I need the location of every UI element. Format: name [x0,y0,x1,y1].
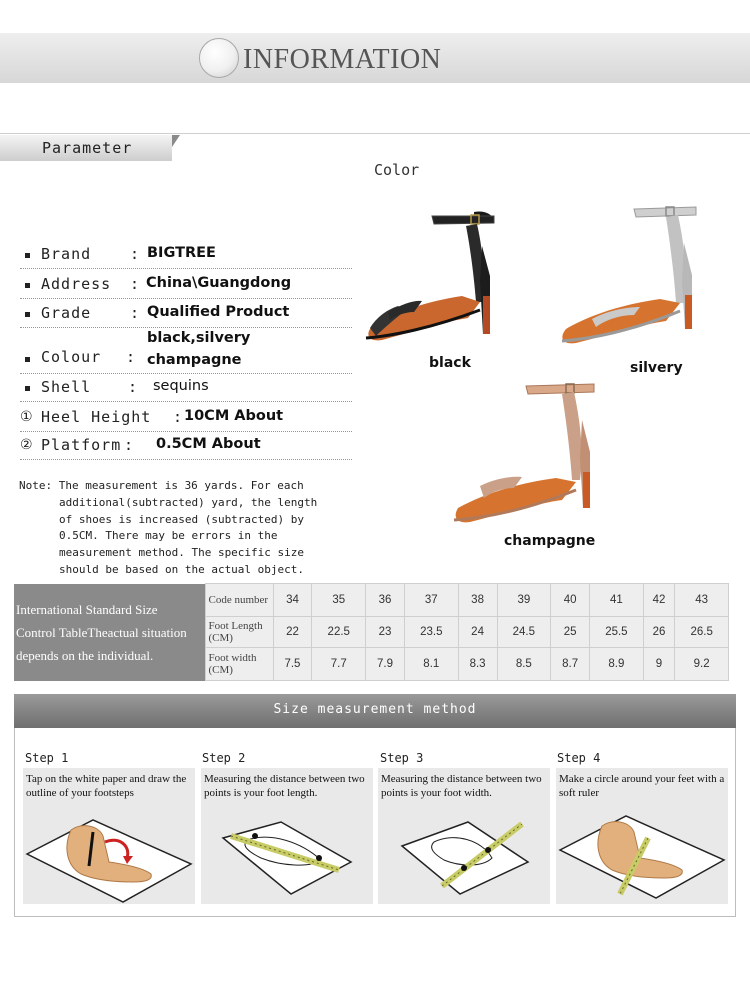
param-key: Address [41,275,112,293]
size-table-heading [14,584,205,681]
width-cell: 8.7 [551,648,590,681]
step-3-panel [378,768,550,904]
color-label: Color [374,161,420,179]
measurement-title: Size measurement method [273,702,477,717]
information-circle-icon [199,38,239,78]
code-cell: 34 [273,584,312,617]
param-value-line2: champagne [147,352,242,368]
foot-length-label: Foot Length (CM) [205,617,273,648]
bullet-icon [25,386,30,391]
length-cell: 26.5 [675,617,729,648]
code-cell: 39 [497,584,551,617]
code-cell: 35 [312,584,366,617]
param-row-heel-height [20,404,352,432]
foot-width-label: Foot width (CM) [205,648,273,681]
size-table-heading-line: Control TableTheactual situation [16,624,187,640]
length-cell: 23 [366,617,405,648]
param-key: Brand [41,245,92,263]
width-cell: 8.9 [590,648,644,681]
step-2-text: Measuring the distance between two points is your foot length. [204,773,365,799]
measurement-note [19,478,349,579]
param-row-address [20,271,352,299]
param-sep: : [124,436,135,454]
code-cell: 41 [590,584,644,617]
step-4-text: Make a circle around your feet with a soft ruler [559,773,725,799]
parameter-tab-corner [172,135,180,147]
width-cell: 9.2 [675,648,729,681]
param-sep: : [130,245,141,263]
param-value: 10CM About [184,408,284,424]
code-cell: 43 [675,584,729,617]
param-row-shell [20,374,352,402]
param-key: Platform [41,436,122,454]
step-4-panel [556,768,728,904]
bullet-icon [25,283,30,288]
step-4-label: Step 4 [557,751,601,765]
code-cell: 42 [643,584,675,617]
shoe-champagne-label: champagne [504,533,596,549]
note-line: measurement method. The specific size [59,546,305,560]
step-1-panel [23,768,195,904]
length-cell: 24 [458,617,497,648]
shoe-silvery-label: silvery [630,360,683,376]
param-row-platform [20,432,352,460]
length-cell: 23.5 [405,617,459,648]
param-sep: : [130,275,141,293]
divider [0,133,750,134]
foot-width-illustration [378,802,550,904]
bullet-icon [25,253,30,258]
number-2-icon: ② [20,437,33,453]
width-cell: 7.5 [273,648,312,681]
length-cell: 25 [551,617,590,648]
length-cell: 22 [273,617,312,648]
step-2-label: Step 2 [202,751,246,765]
param-value: Qualified Product [147,304,290,320]
length-cell: 25.5 [590,617,644,648]
code-number-label: Code number [205,584,273,617]
size-table-heading-line: depends on the individual. [16,647,154,663]
param-sep: : [173,408,184,426]
width-cell: 8.3 [458,648,497,681]
param-sep: : [126,348,137,366]
param-row-grade [20,300,352,328]
param-value: BIGTREE [147,245,216,261]
param-key: Heel Height [41,408,152,426]
parameter-label: Parameter [42,139,133,157]
number-1-icon: ① [20,409,33,425]
step-1-text: Tap on the white paper and draw the outline of your footsteps [26,773,187,799]
note-line: should be based on the actual object. [59,562,305,576]
note-line: of shoes is increased (subtracted) by [59,512,305,526]
width-cell: 9 [643,648,675,681]
length-cell: 24.5 [497,617,551,648]
foot-length-illustration [201,802,373,904]
trace-foot-illustration [23,802,195,904]
width-cell: 8.5 [497,648,551,681]
note-line: 0.5CM. There may be errors in the [59,529,278,543]
width-cell: 8.1 [405,648,459,681]
step-1-label: Step 1 [25,751,69,765]
width-cell: 7.9 [366,648,405,681]
length-cell: 26 [643,617,675,648]
param-sep: : [128,378,139,396]
code-cell: 38 [458,584,497,617]
code-cell: 36 [366,584,405,617]
information-title: INFORMATION [243,44,442,75]
param-value: sequins [153,378,209,394]
code-cell: 37 [405,584,459,617]
shoe-black-label: black [429,355,471,371]
code-cell: 40 [551,584,590,617]
note-line: Note: The measurement is 36 yards. For each [19,479,304,492]
param-key: Colour [41,348,102,366]
step-2-panel [201,768,373,904]
shoe-champagne-image [450,380,600,525]
step-3-label: Step 3 [380,751,424,765]
soft-ruler-illustration [556,802,728,904]
size-table [14,583,729,681]
size-table-heading-line: International Standard Size [16,601,158,617]
bullet-icon [25,312,30,317]
shoe-black-image [362,206,507,346]
bullet-icon [25,357,30,362]
note-line: additional(subtracted) yard, the length [59,495,318,509]
param-row-colour [20,329,352,374]
shoe-silvery-image [556,203,702,349]
param-key: Shell [41,378,92,396]
param-key: Grade [41,304,92,322]
param-value: China\Guangdong [146,275,292,291]
param-row-brand [20,241,352,269]
length-cell: 22.5 [312,617,366,648]
param-value-line1: black,silvery [147,330,251,346]
step-3-text: Measuring the distance between two points is your foot width. [381,773,542,799]
width-cell: 7.7 [312,648,366,681]
param-sep: : [130,304,141,322]
param-value: 0.5CM About [156,436,261,452]
